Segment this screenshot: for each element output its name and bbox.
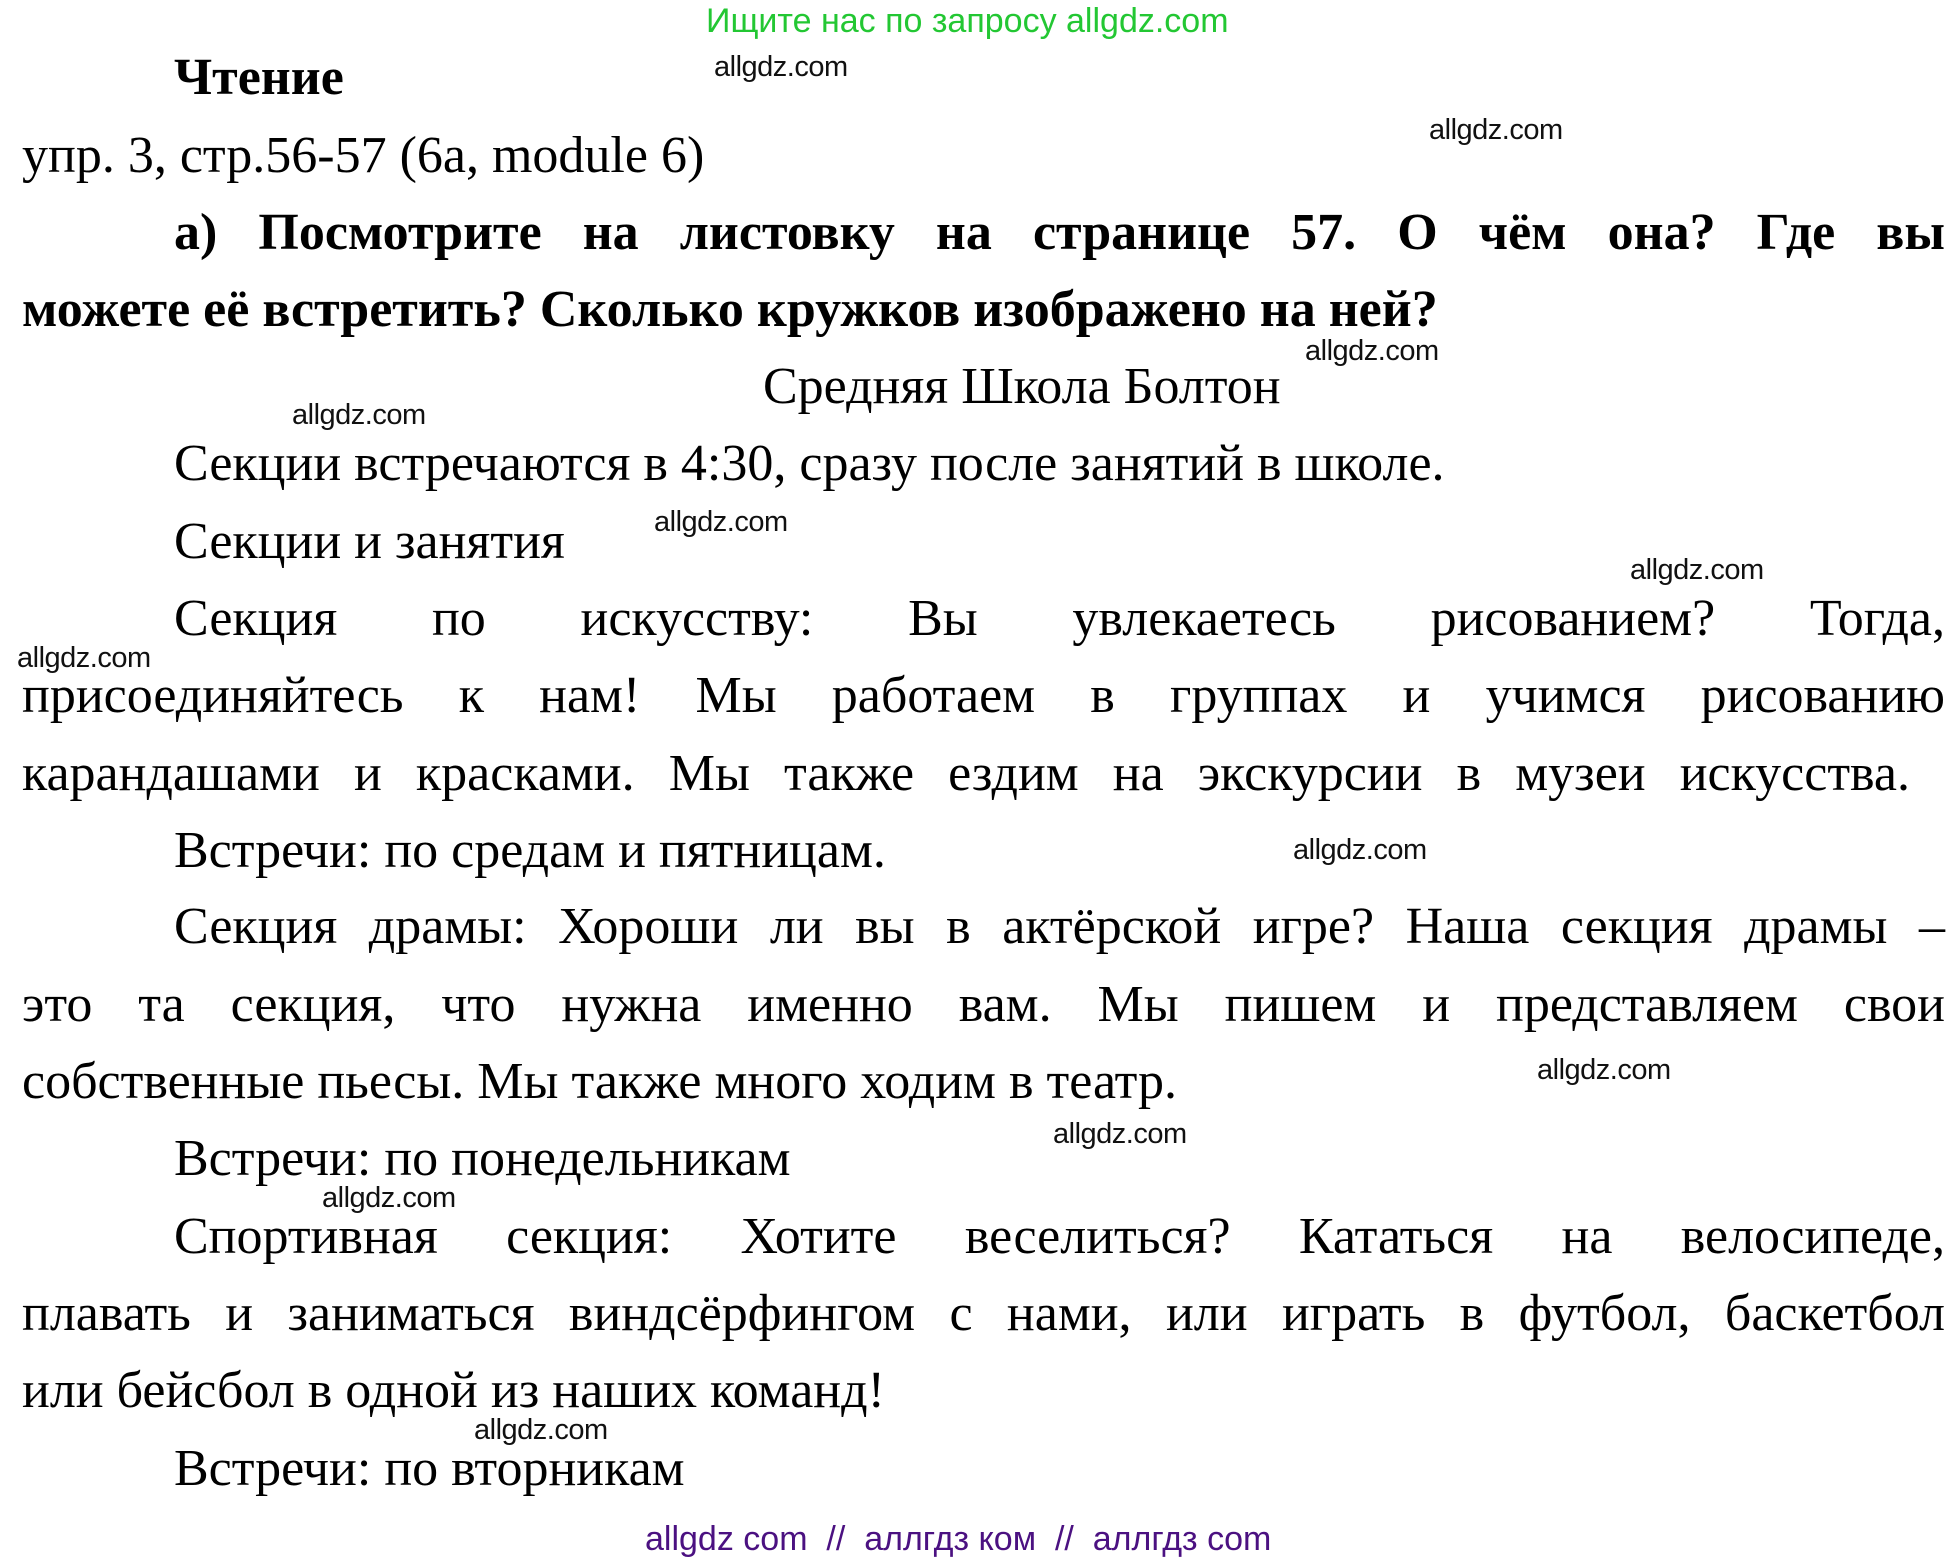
art-club-line-3: карандашами и красками. Мы также ездим на экскурсии в музеи искусства. [22, 745, 1910, 802]
leaflet-intro: Секции встречаются в 4:30, сразу после занятий в школе. [174, 435, 1445, 492]
watermark: allgdz.com [1537, 1054, 1671, 1086]
footer-watermark: allgdz com // аллгдз ком // аллгдз com [645, 1520, 1272, 1558]
sports-club-line-2: плавать и заниматься виндсёрфингом с нами, или играть в футбол, баскетбол [22, 1285, 1945, 1342]
sports-club-line-3: или бейсбол в одной из наших команд! [22, 1362, 885, 1419]
top-banner: Ищите нас по запросу allgdz.com [706, 2, 1229, 40]
watermark: allgdz.com [474, 1414, 608, 1446]
section-title: Чтение [174, 49, 344, 106]
watermark: allgdz.com [714, 51, 848, 83]
watermark: allgdz.com [17, 642, 151, 674]
leaflet-subtitle: Секции и занятия [174, 513, 565, 570]
task-question-line-2: можете её встретить? Сколько кружков изображено на ней? [22, 281, 1438, 338]
watermark: allgdz.com [1630, 554, 1764, 586]
task-question-line-1: а) Посмотрите на листовку на странице 57. О чём она? Где вы [174, 204, 1945, 261]
drama-club-line-1: Секция драмы: Хороши ли вы в актёрской игре? Наша секция драмы – [174, 898, 1945, 955]
exercise-reference: упр. 3, стр.56-57 (6a, module 6) [22, 127, 705, 184]
art-club-line-1: Секция по искусству: Вы увлекаетесь рисованием? Тогда, [174, 590, 1945, 647]
watermark: allgdz.com [292, 399, 426, 431]
drama-club-line-3: собственные пьесы. Мы также много ходим в театр. [22, 1053, 1178, 1110]
art-club-line-2: присоединяйтесь к нам! Мы работаем в группах и учимся рисованию [22, 667, 1945, 724]
watermark: allgdz.com [1429, 114, 1563, 146]
watermark: allgdz.com [654, 506, 788, 538]
watermark: allgdz.com [1053, 1118, 1187, 1150]
art-club-meetings: Встречи: по средам и пятницам. [174, 822, 886, 879]
drama-club-line-2: это та секция, что нужна именно вам. Мы пишем и представляем свои [22, 976, 1945, 1033]
watermark: allgdz.com [1293, 834, 1427, 866]
watermark: allgdz.com [322, 1182, 456, 1214]
leaflet-title: Средняя Школа Болтон [763, 358, 1281, 415]
sports-club-line-1: Спортивная секция: Хотите веселиться? Кататься на велосипеде, [174, 1208, 1945, 1265]
sports-club-meetings: Встречи: по вторникам [174, 1440, 685, 1497]
watermark: allgdz.com [1305, 335, 1439, 367]
drama-club-meetings: Встречи: по понедельникам [174, 1130, 791, 1187]
